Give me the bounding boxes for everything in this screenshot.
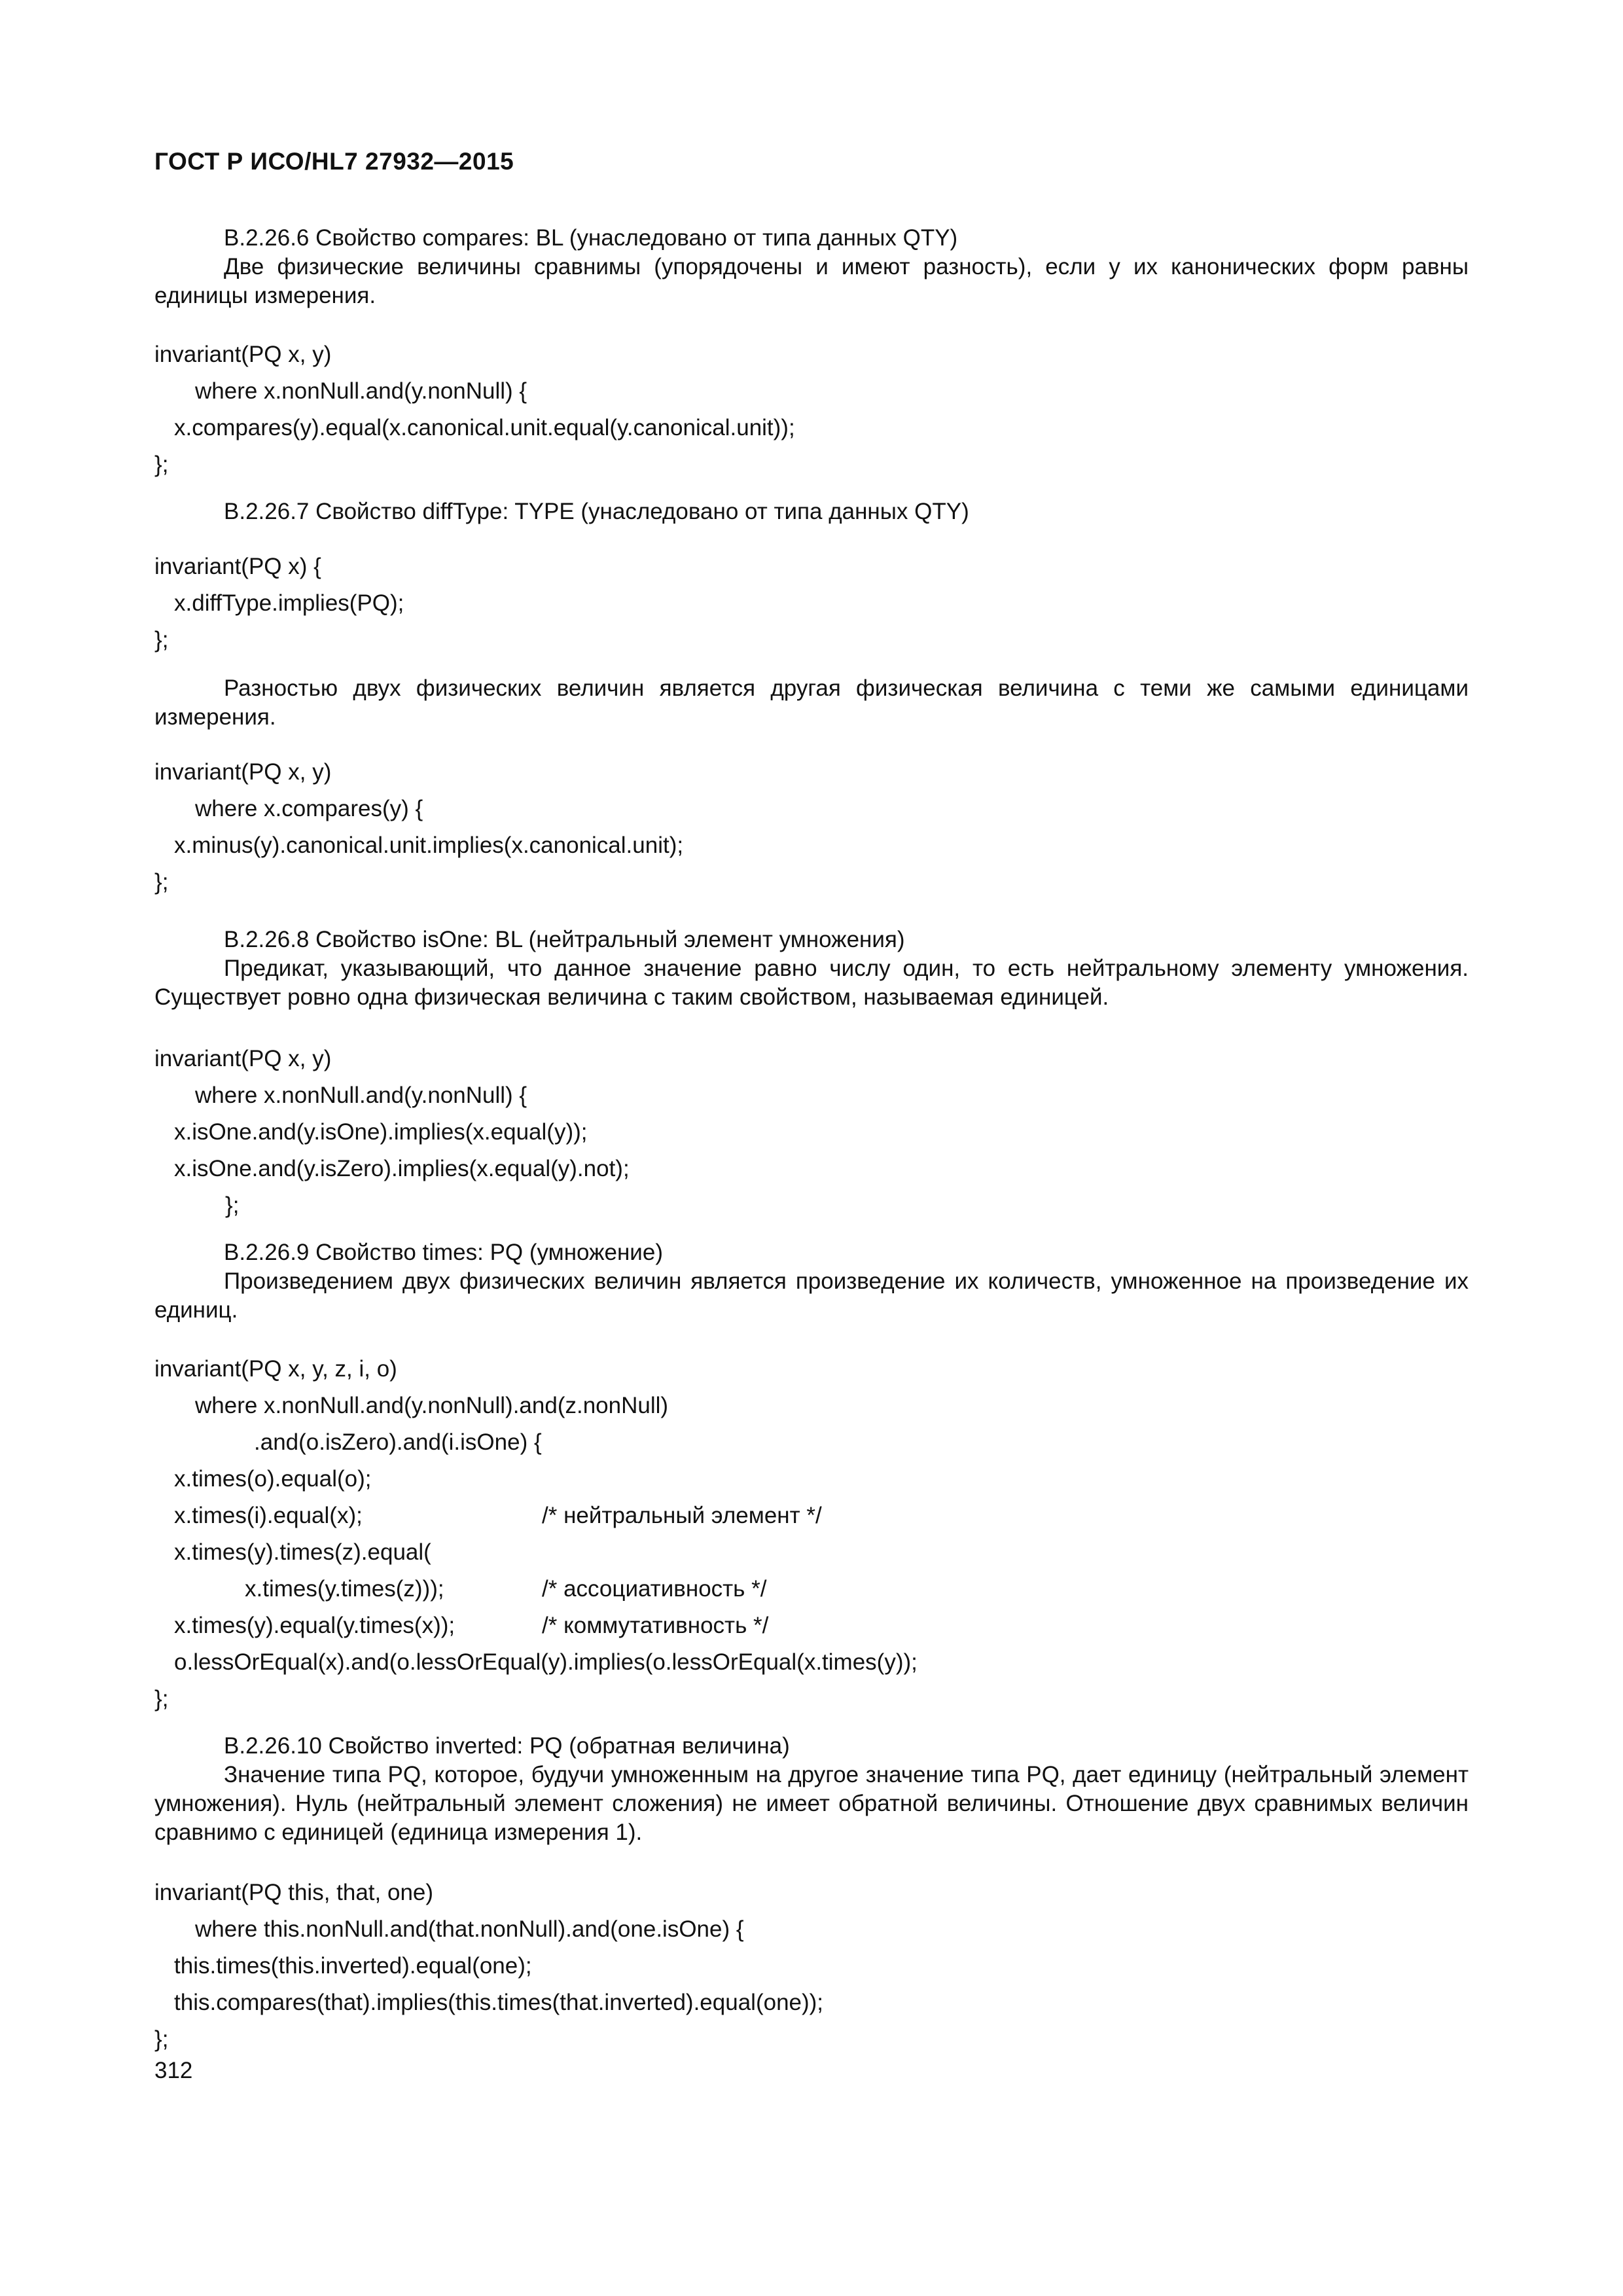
- code-line: x.minus(y).canonical.unit.implies(x.canonical.unit);: [174, 833, 684, 858]
- section-inverted: [154, 1732, 1469, 1847]
- section-heading: B.2.26.7 Свойство diffType: TYPE (унаследовано от типа данных QTY): [224, 499, 969, 524]
- code-line: [154, 1498, 1469, 1534]
- document-header: ГОСТ Р ИСО/HL7 27932—2015: [154, 148, 514, 175]
- code-line: };: [154, 452, 169, 477]
- code-line: };: [225, 1193, 240, 1218]
- code-line: };: [154, 869, 169, 895]
- code-line: [154, 1571, 1469, 1607]
- code-line: this.compares(that).implies(this.times(that.inverted).equal(one));: [174, 1990, 824, 2015]
- section-paragraph: Значение типа PQ, которое, будучи умноженным на другое значение типа PQ, дает единицу (нейтральный элемент умножения). Нуль (нейтральный элемент сложения) не имеет обратной величины. Отношение двух сравнимых величин сравнимо с единицей (единица измерения 1).: [154, 1762, 1469, 1845]
- section-times: [154, 1238, 1469, 1325]
- code-block: [154, 1874, 1469, 2058]
- code-line: this.times(this.inverted).equal(one);: [174, 1953, 532, 1979]
- code-line: invariant(PQ x, y): [154, 342, 332, 367]
- section-paragraph: Разностью двух физических величин является другая физическая величина с теми же самыми единицами измерения.: [154, 675, 1469, 730]
- code-line: [154, 1607, 1469, 1644]
- page-number: 312: [154, 2058, 193, 2083]
- code-line: .and(o.isZero).and(i.isOne) {: [254, 1429, 542, 1455]
- code-comment: /* коммутативность */: [542, 1613, 769, 1638]
- code-block: [154, 548, 1469, 658]
- code-line: };: [154, 627, 169, 653]
- section-heading: B.2.26.6 Свойство compares: BL (унаследовано от типа данных QTY): [224, 225, 958, 251]
- code-comment: /* нейтральный элемент */: [542, 1503, 822, 1528]
- code-line: invariant(PQ x, y): [154, 1046, 332, 1071]
- section-difftype: [154, 497, 1469, 526]
- section-compares: [154, 224, 1469, 310]
- section-isone: [154, 925, 1469, 1012]
- section-paragraph-block: [154, 674, 1469, 732]
- code-line: where this.nonNull.and(that.nonNull).and(one.isOne) {: [195, 1916, 744, 1942]
- code-block: [154, 1041, 1469, 1224]
- code-block: [154, 754, 1469, 901]
- code-line: x.isOne.and(y.isOne).implies(x.equal(y));: [174, 1119, 588, 1145]
- code-line: o.lessOrEqual(x).and(o.lessOrEqual(y).implies(o.lessOrEqual(x.times(y));: [174, 1649, 918, 1675]
- code-line: where x.nonNull.and(y.nonNull) {: [195, 1083, 527, 1108]
- code-block: [154, 1351, 1469, 1717]
- code-block: [154, 336, 1469, 483]
- code-text: x.times(i).equal(x);: [174, 1503, 363, 1528]
- code-comment: /* ассоциативность */: [542, 1576, 767, 1602]
- code-line: invariant(PQ x, y, z, i, o): [154, 1356, 397, 1382]
- section-paragraph: Произведением двух физических величин является произведение их количеств, умноженное на произведение их единиц.: [154, 1268, 1469, 1323]
- code-line: x.diffType.implies(PQ);: [174, 590, 404, 616]
- section-heading: B.2.26.10 Свойство inverted: PQ (обратная величина): [224, 1733, 790, 1759]
- code-line: x.times(y).times(z).equal(: [174, 1539, 431, 1565]
- code-line: where x.nonNull.and(y.nonNull) {: [195, 378, 527, 404]
- code-line: x.compares(y).equal(x.canonical.unit.equal(y.canonical.unit));: [174, 415, 795, 440]
- code-line: x.isOne.and(y.isZero).implies(x.equal(y).not);: [174, 1156, 630, 1181]
- code-text: x.times(y.times(z)));: [245, 1576, 444, 1602]
- code-line: invariant(PQ this, that, one): [154, 1880, 434, 1905]
- code-line: invariant(PQ x, y): [154, 759, 332, 785]
- section-heading: B.2.26.8 Свойство isOne: BL (нейтральный элемент умножения): [224, 927, 905, 952]
- section-heading: B.2.26.9 Свойство times: PQ (умножение): [224, 1240, 663, 1265]
- code-text: x.times(y).equal(y.times(x));: [174, 1613, 455, 1638]
- code-line: };: [154, 2026, 169, 2052]
- code-line: invariant(PQ x) {: [154, 554, 321, 579]
- code-line: where x.nonNull.and(y.nonNull).and(z.nonNull): [195, 1393, 669, 1418]
- code-line: where x.compares(y) {: [195, 796, 423, 821]
- code-line: };: [154, 1686, 169, 1712]
- section-paragraph: Предикат, указывающий, что данное значение равно числу один, то есть нейтральному элементу умножения. Существует ровно одна физическая величина с таким свойством, называемая единицей.: [154, 956, 1469, 1010]
- code-line: x.times(o).equal(o);: [174, 1466, 372, 1492]
- section-paragraph: Две физические величины сравнимы (упорядочены и имеют разность), если у их канонических форм равны единицы измерения.: [154, 254, 1469, 308]
